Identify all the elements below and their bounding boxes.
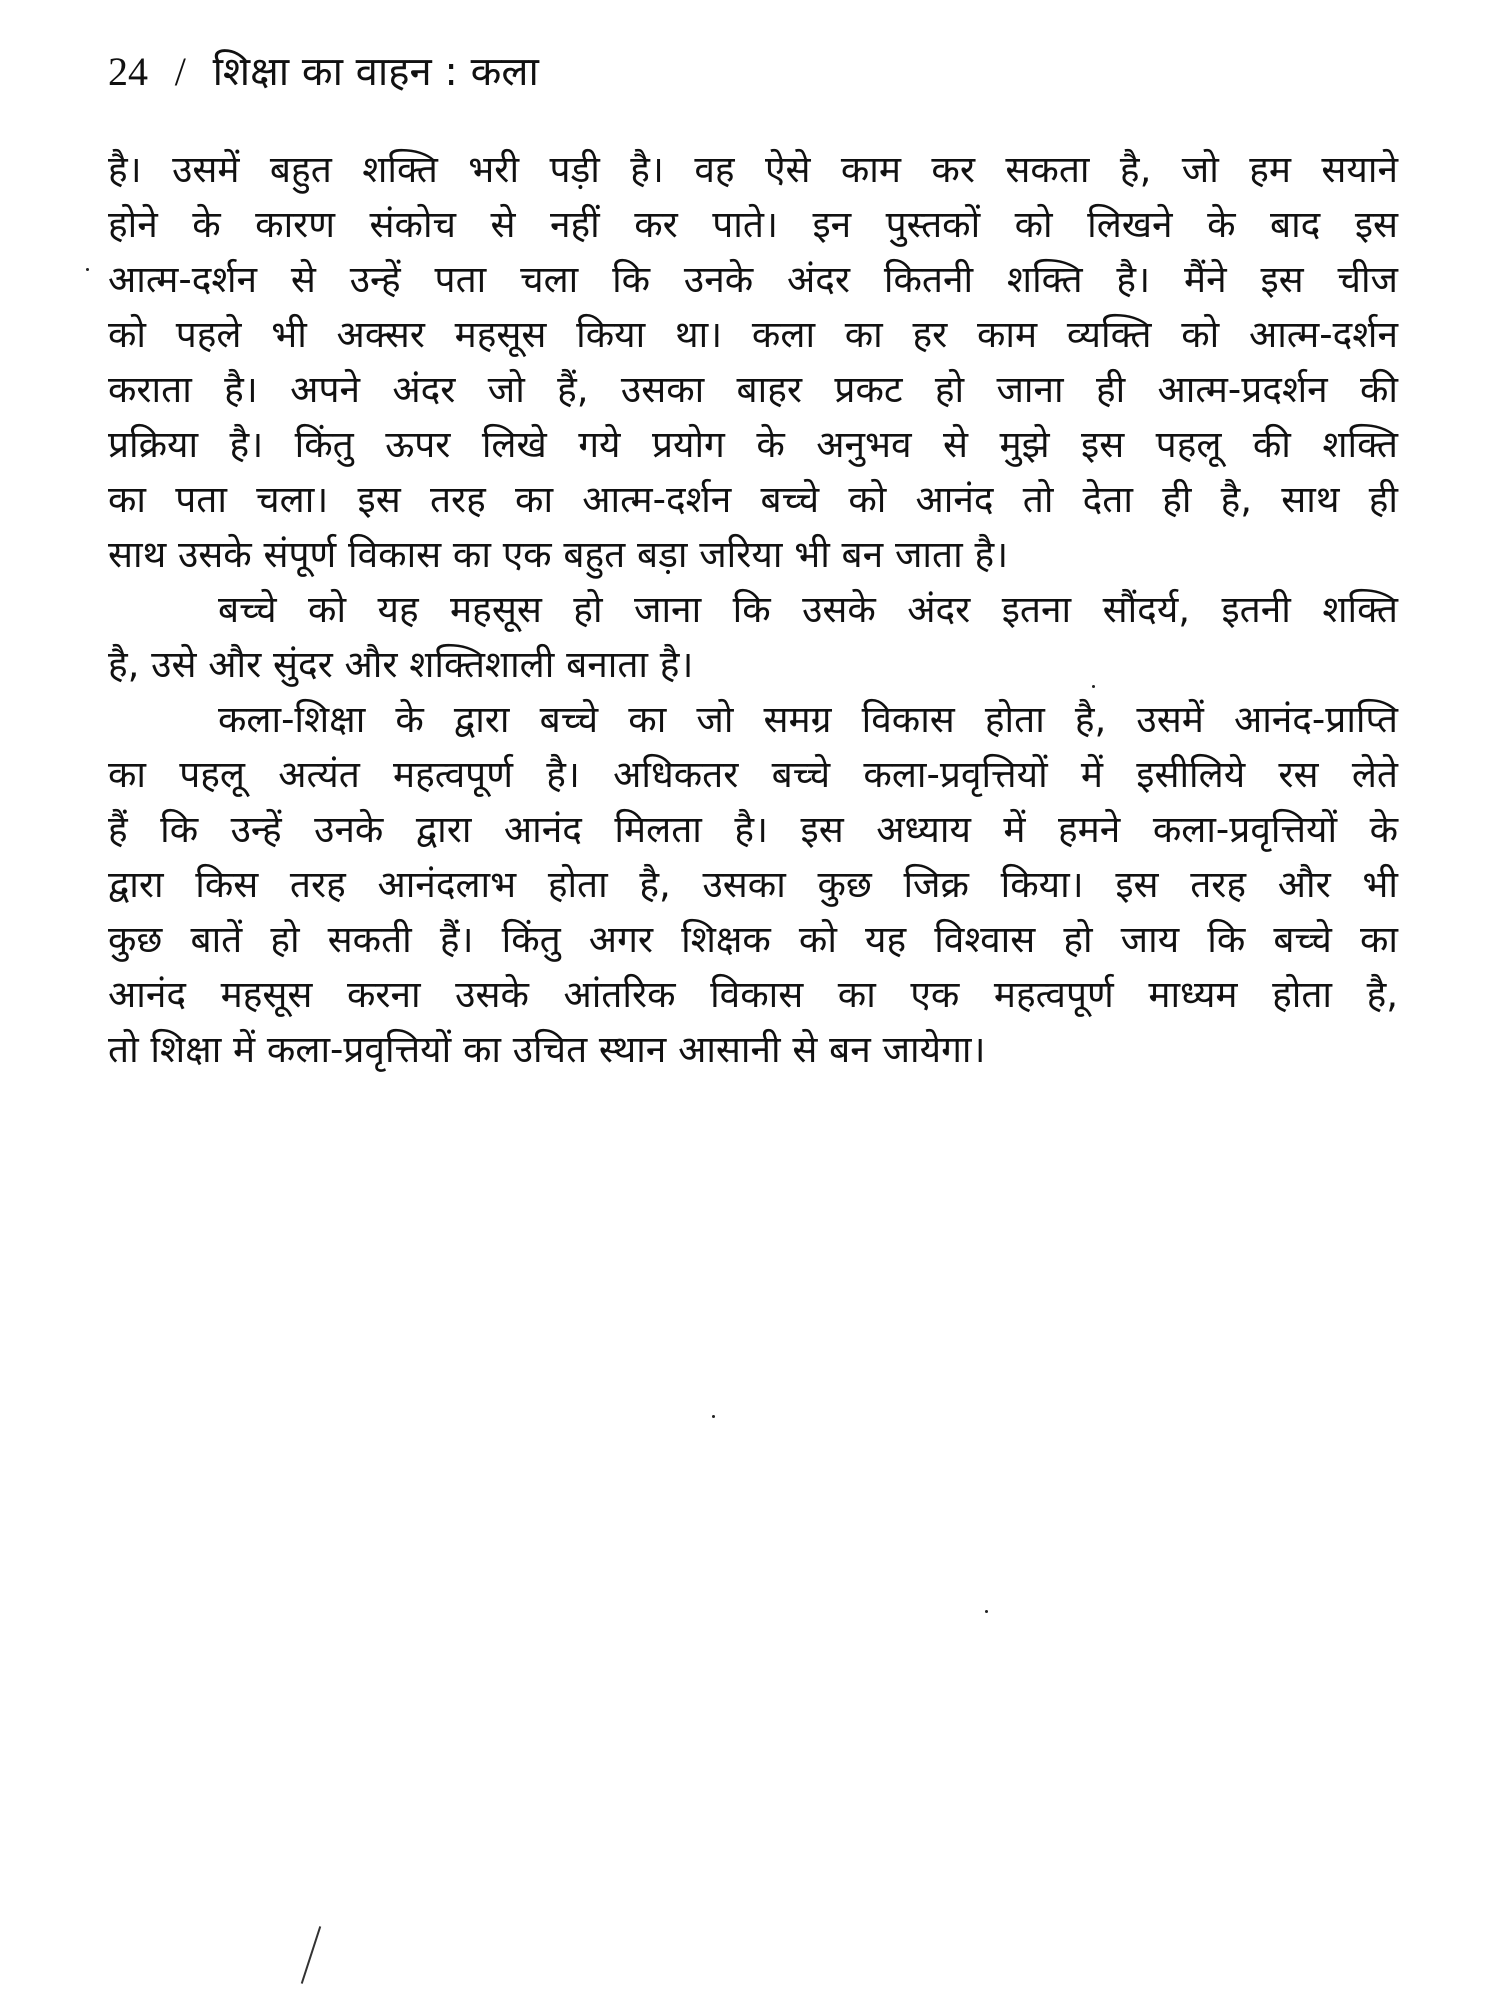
text-line: है, उसे और सुंदर और शक्तिशाली बनाता है। [108, 643, 694, 686]
body-text [108, 142, 1398, 1077]
text-line: द्वारा किस तरह आनंदलाभ होता है, उसका कुछ जिक्र किया। इस तरह और भी [108, 863, 1398, 906]
text-line: कराता है। अपने अंदर जो हैं, उसका बाहर प्रकट हो जाना ही आत्म-प्रदर्शन की [108, 368, 1398, 411]
stray-pen-mark [301, 1926, 321, 1984]
text-line: है। उसमें बहुत शक्ति भरी पड़ी है। वह ऐसे काम कर सकता है, जो हम सयाने [108, 148, 1398, 191]
text-line: आत्म-दर्शन से उन्हें पता चला कि उनके अंदर कितनी शक्ति है। मैंने इस चीज [108, 258, 1398, 301]
text-line: कुछ बातें हो सकती हैं। किंतु अगर शिक्षक को यह विश्वास हो जाय कि बच्चे का [108, 918, 1398, 961]
text-line: होने के कारण संकोच से नहीं कर पाते। इन पुस्तकों को लिखने के बाद इस [108, 203, 1398, 246]
text-line: कला-शिक्षा के द्वारा बच्चे का जो समग्र विकास होता है, उसमें आनंद-प्राप्ति [218, 698, 1398, 741]
page-number: 24 [108, 49, 148, 94]
scan-speck [712, 1415, 715, 1418]
text-line: तो शिक्षा में कला-प्रवृत्तियों का उचित स्थान आसानी से बन जायेगा। [108, 1028, 986, 1071]
scan-speck [1092, 685, 1095, 688]
text-line: बच्चे को यह महसूस हो जाना कि उसके अंदर इतना सौंदर्य, इतनी शक्ति [218, 588, 1398, 631]
scan-speck [985, 1610, 988, 1613]
text-line: साथ उसके संपूर्ण विकास का एक बहुत बड़ा जरिया भी बन जाता है। [108, 533, 1009, 576]
text-line: आनंद महसूस करना उसके आंतरिक विकास का एक महत्वपूर्ण माध्यम होता है, [108, 973, 1398, 1016]
text-line: का पता चला। इस तरह का आत्म-दर्शन बच्चे को आनंद तो देता ही है, साथ ही [108, 478, 1398, 521]
running-header [108, 44, 539, 100]
text-line: प्रक्रिया है। किंतु ऊपर लिखे गये प्रयोग के अनुभव से मुझे इस पहलू की शक्ति [108, 423, 1398, 466]
scan-speck [86, 268, 89, 271]
text-line: का पहलू अत्यंत महत्वपूर्ण है। अधिकतर बच्चे कला-प्रवृत्तियों में इसीलिये रस लेते [108, 753, 1398, 796]
text-line: हैं कि उन्हें उनके द्वारा आनंद मिलता है। इस अध्याय में हमने कला-प्रवृत्तियों के [108, 808, 1398, 851]
book-title: शिक्षा का वाहन : कला [212, 49, 539, 95]
header-separator: / [174, 49, 186, 94]
text-line: को पहले भी अक्सर महसूस किया था। कला का हर काम व्यक्ति को आत्म-दर्शन [108, 313, 1398, 356]
